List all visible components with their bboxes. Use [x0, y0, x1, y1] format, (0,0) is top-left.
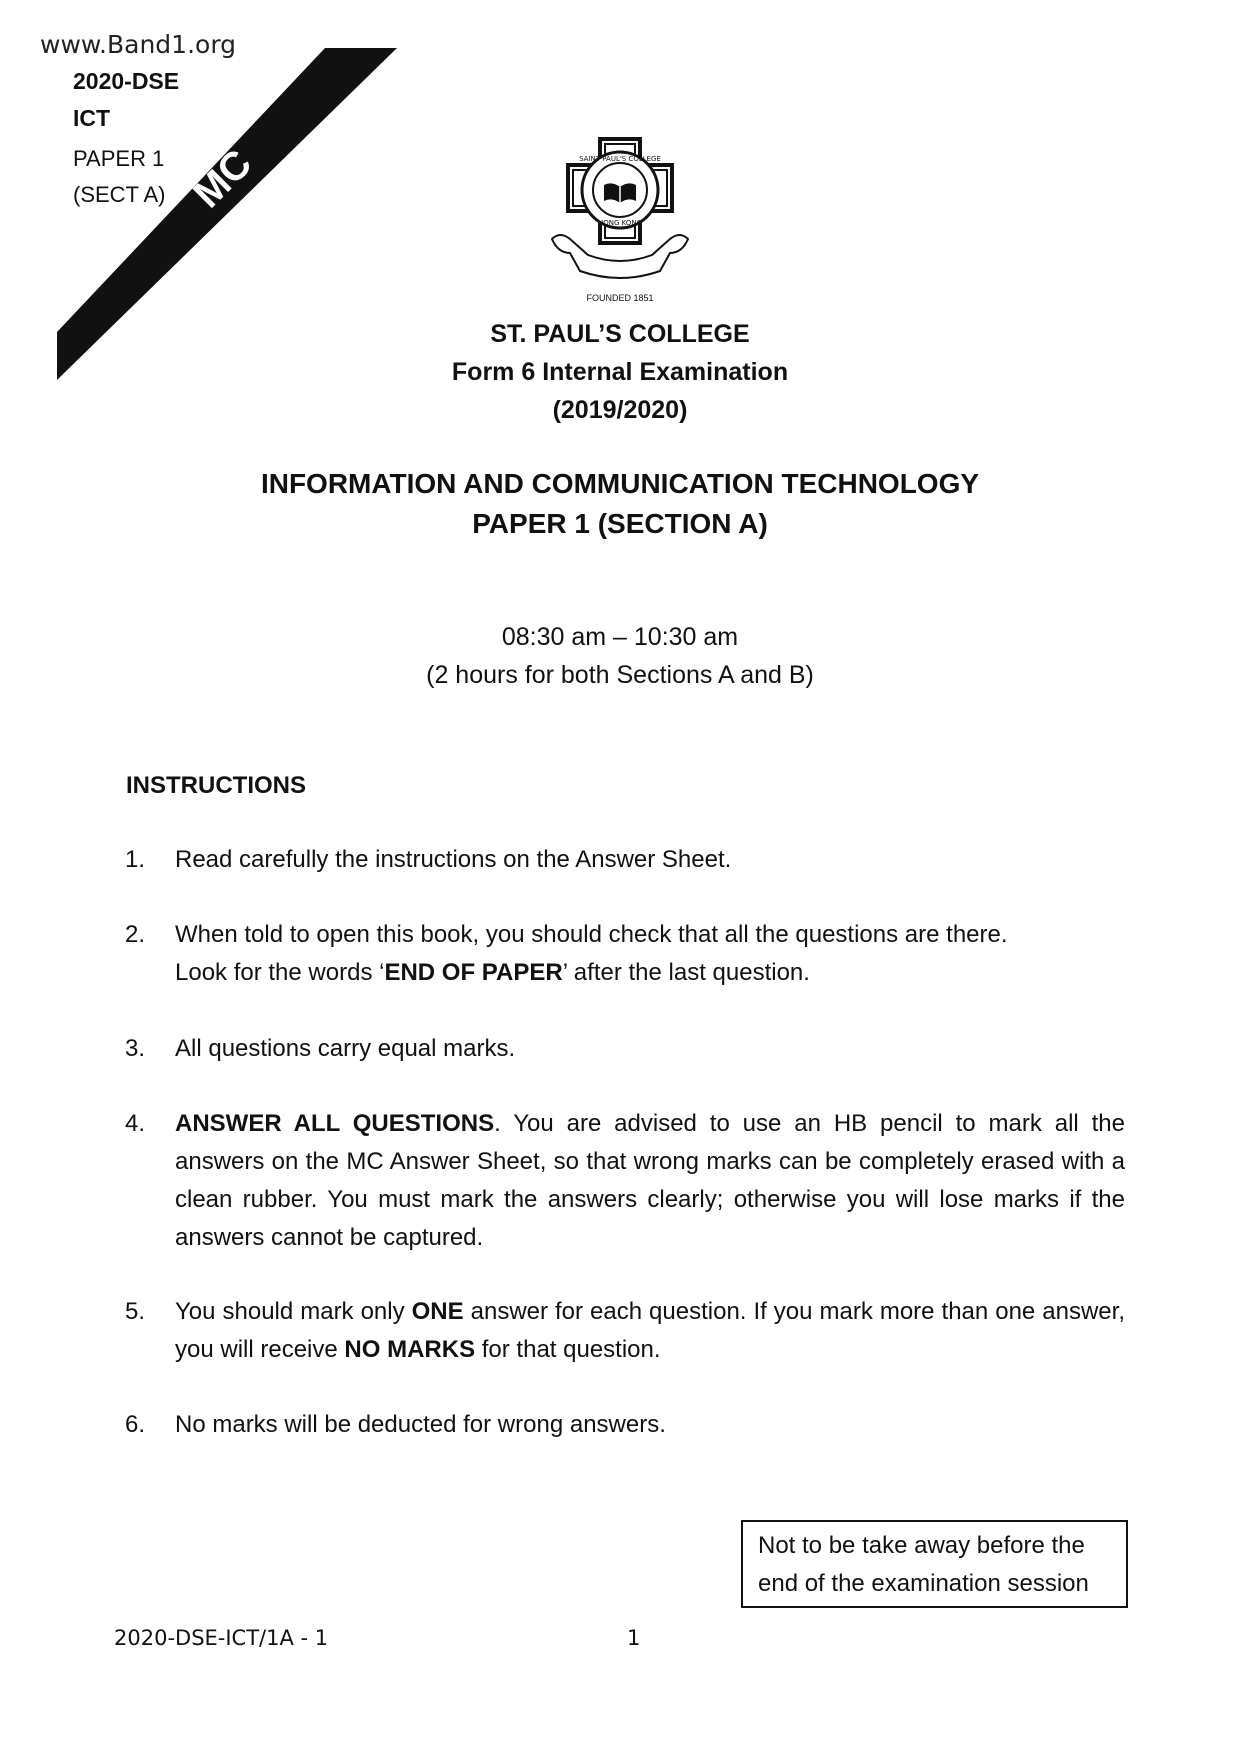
- crest-ring-text-top: SAINT PAUL'S COLLEGE: [579, 155, 661, 163]
- item-text: You should mark only ONE answer for each question. If you mark more than one answer, you will receive NO MARKS for that question.: [175, 1298, 1125, 1363]
- instructions-heading: INSTRUCTIONS: [126, 772, 306, 799]
- notice-box: [741, 1520, 1128, 1608]
- paper-title: PAPER 1 (SECTION A): [472, 508, 768, 539]
- notice-line: Not to be take away before the: [758, 1532, 1085, 1559]
- item-line: Look for the words ‘END OF PAPER’ after the last question.: [175, 959, 810, 986]
- item-text: No marks will be deducted for wrong answers.: [175, 1411, 666, 1438]
- corner-section: (SECT A): [73, 182, 166, 207]
- subject-title: INFORMATION AND COMMUNICATION TECHNOLOGY: [260, 468, 980, 499]
- item-text: Read carefully the instructions on the Answer Sheet.: [175, 846, 732, 873]
- emphasis: END OF PAPER: [384, 959, 563, 986]
- item-number: 4.: [125, 1110, 146, 1137]
- corner-subject: ICT: [73, 105, 111, 131]
- item-text: ANSWER ALL QUESTIONS. You are advised to use an HB pencil to mark all the answers on the MC Answer Sheet, so that wrong marks can be completely erased with a clean rubber. You must mark the answers clearly; otherwise you will lose marks if the answers cannot be captured.: [175, 1110, 1125, 1251]
- emphasis: ONE: [411, 1298, 464, 1325]
- crest-founded: FOUNDED 1851: [586, 293, 654, 303]
- item-number: 2.: [125, 921, 146, 948]
- exam-year: (2019/2020): [552, 396, 688, 424]
- school-name: ST. PAUL’S COLLEGE: [490, 320, 750, 348]
- footer-code: 2020-DSE-ICT/1A - 1: [114, 1626, 329, 1650]
- exam-name: Form 6 Internal Examination: [451, 358, 789, 386]
- watermark: www.Band1.org: [40, 30, 237, 59]
- page-number: 1: [627, 1626, 641, 1650]
- banner-text: MC: [185, 141, 261, 217]
- corner-exam: 2020-DSE: [73, 68, 180, 94]
- emphasis: NO MARKS: [344, 1336, 476, 1363]
- item-text: [175, 916, 1125, 992]
- corner-paper: PAPER 1: [73, 146, 165, 171]
- notice-line: end of the examination session: [758, 1570, 1089, 1597]
- crest-ring-text-bottom: HONG KONG: [597, 219, 643, 227]
- exam-duration: (2 hours for both Sections A and B): [426, 661, 814, 689]
- item-number: 1.: [125, 846, 146, 873]
- item-text: All questions carry equal marks.: [175, 1035, 516, 1062]
- item-number: 5.: [125, 1298, 146, 1325]
- emphasis: ANSWER ALL QUESTIONS: [175, 1110, 495, 1137]
- college-crest: [548, 135, 692, 307]
- item-line: When told to open this book, you should check that all the questions are there.: [175, 921, 1008, 948]
- item-number: 3.: [125, 1035, 146, 1062]
- item-number: 6.: [125, 1411, 146, 1438]
- exam-time: 08:30 am – 10:30 am: [501, 623, 739, 651]
